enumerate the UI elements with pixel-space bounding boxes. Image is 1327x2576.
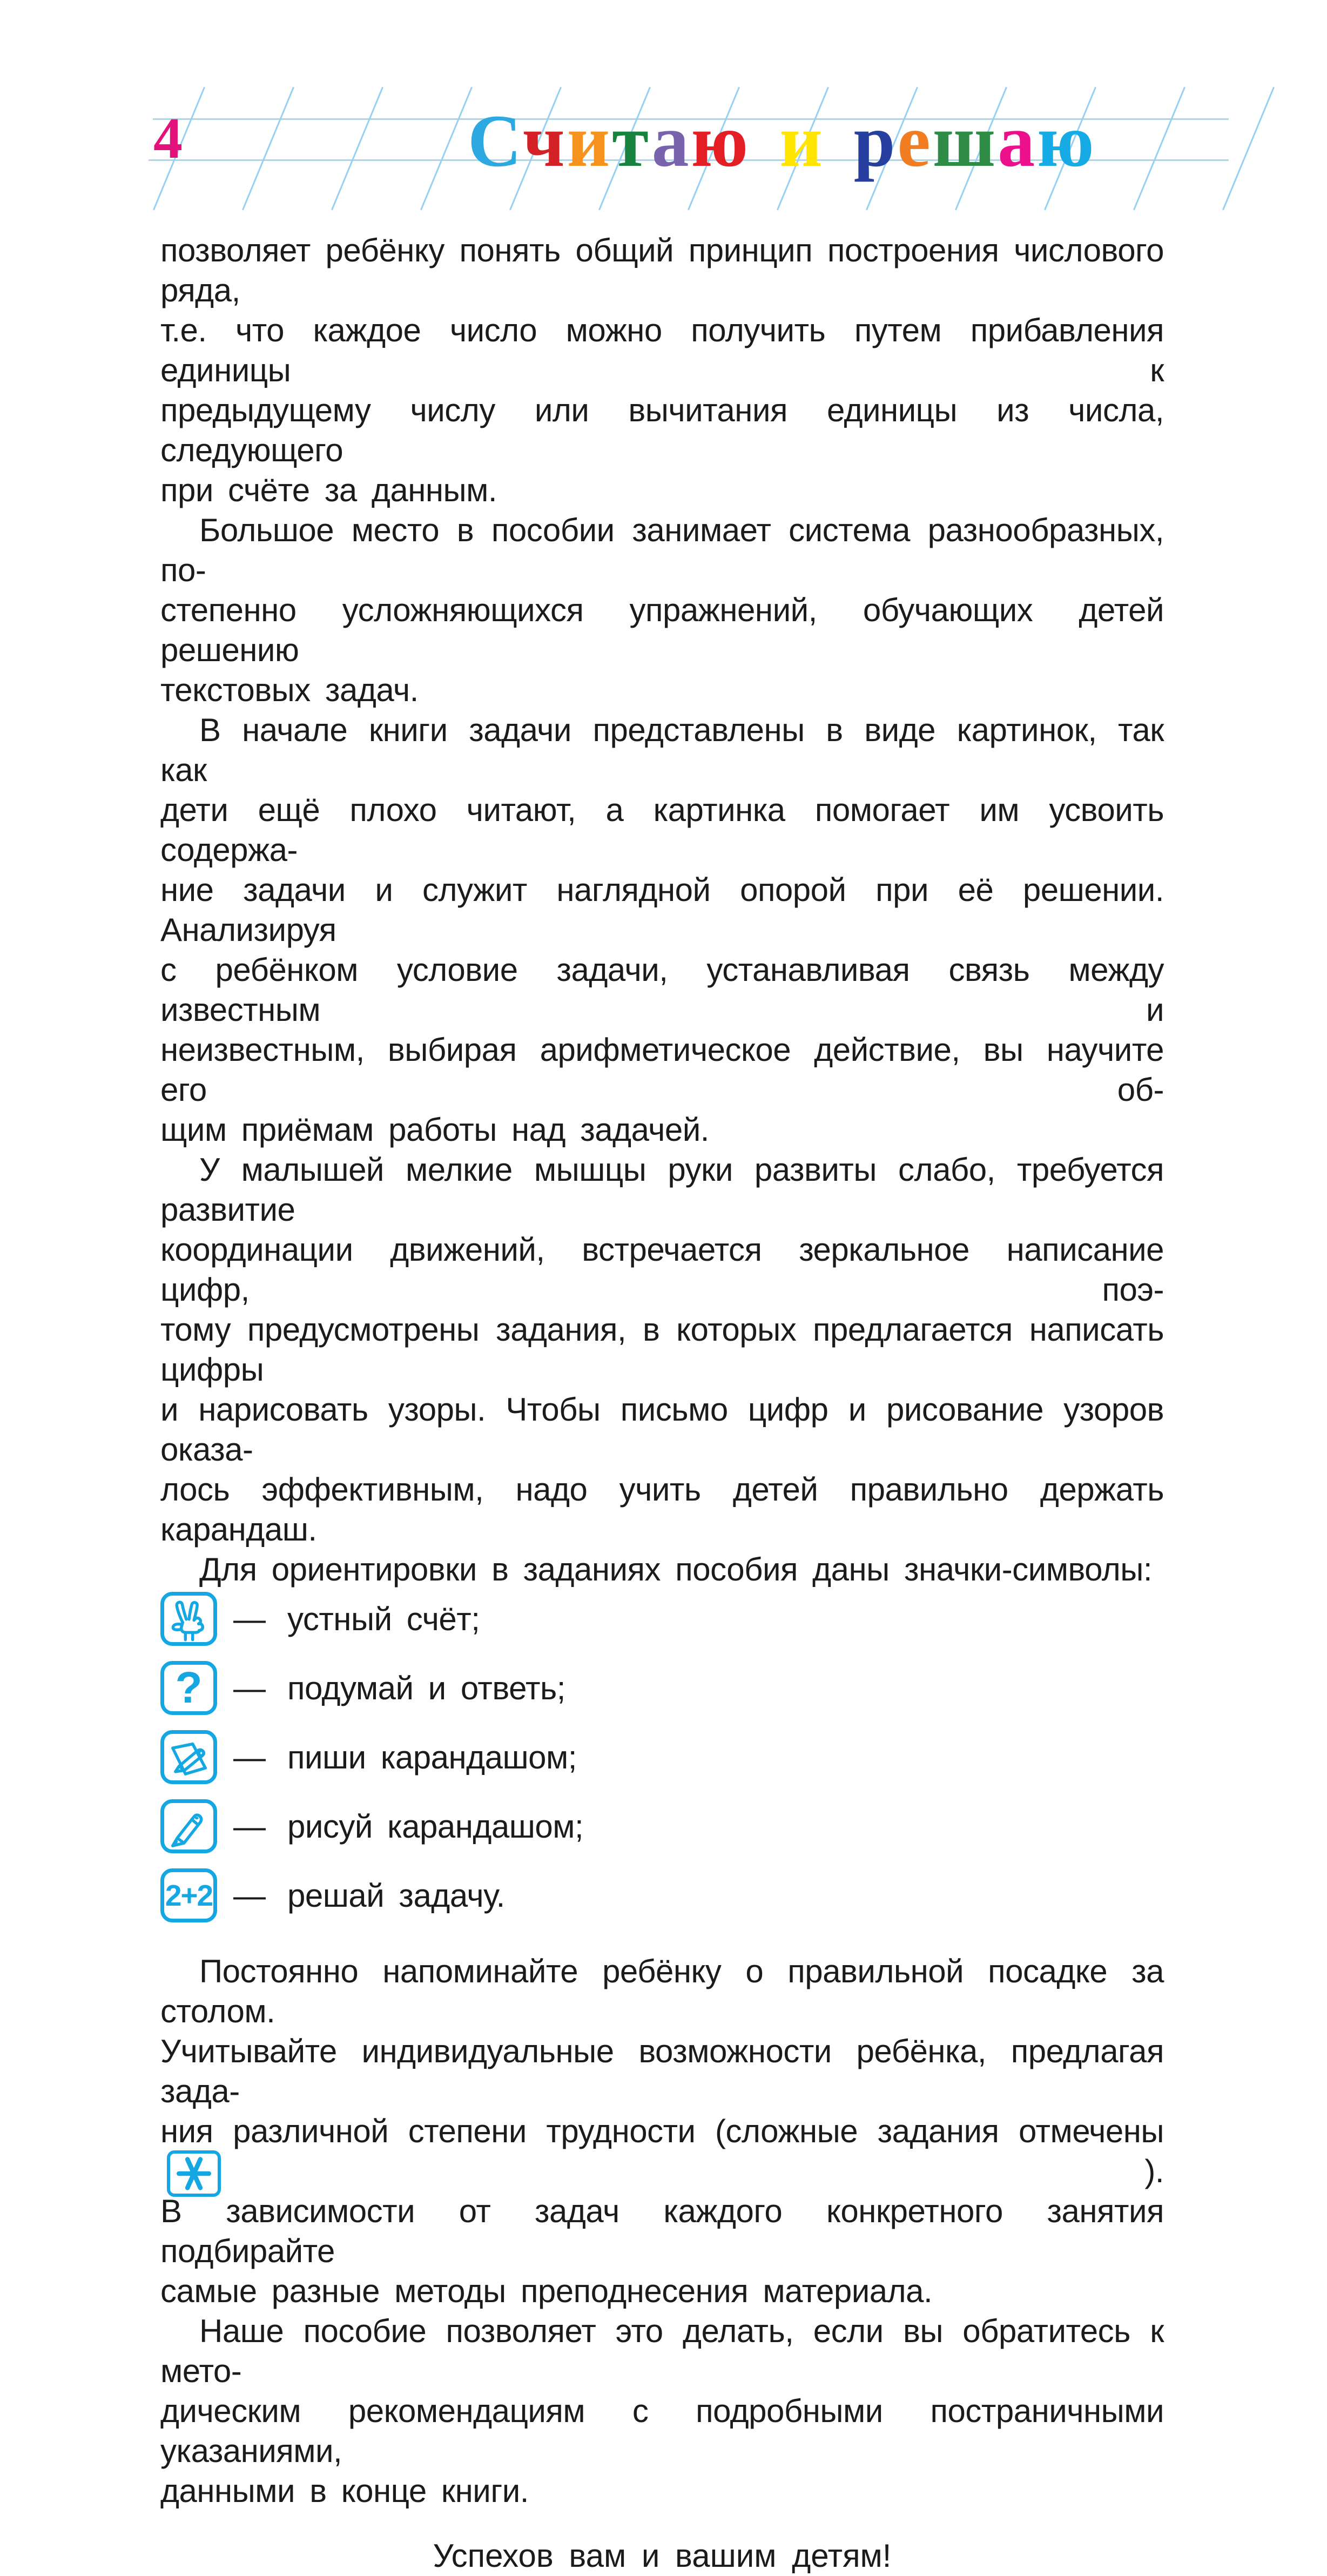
legend-dash: —	[233, 1808, 266, 1845]
text-line: ние задачи и служит наглядной опорой при её решении. Анализируя	[160, 872, 1164, 948]
text-line: У малышей мелкие мышцы руки развиты слабо, требуется развитие	[160, 1152, 1164, 1228]
title-letter: ю	[1037, 99, 1096, 182]
legend-item	[160, 1730, 1164, 1784]
text-line: тому предусмотрены задания, в которых предлагается написать цифры	[160, 1311, 1164, 1388]
page-title	[468, 99, 1096, 182]
paragraph	[160, 1952, 1164, 2311]
text-line: данными в конце книги.	[160, 2473, 529, 2509]
text-line: и нарисовать узоры. Чтобы письмо цифр и рисование узоров оказа-	[160, 1391, 1164, 1468]
legend-item-label: устный счёт;	[287, 1600, 480, 1637]
diagonal-guide-line	[1133, 87, 1185, 210]
legend-item	[160, 1799, 1164, 1853]
intro-paragraphs	[160, 231, 1164, 1590]
text-line: неизвестным, выбирая арифметическое действие, вы научите его об-	[160, 1032, 1164, 1108]
title-letter: р	[853, 99, 898, 182]
text-line: координации движений, встречается зеркальное написание цифр, поэ-	[160, 1232, 1164, 1308]
title-letter: а	[998, 99, 1038, 182]
legend-dash: —	[233, 1739, 266, 1775]
title-letter: а	[651, 99, 691, 182]
question-glyph: ?	[175, 1663, 203, 1712]
text-line: дети ещё плохо читают, а картинка помогает им усвоить содержа-	[160, 792, 1164, 868]
legend-dash: —	[233, 1600, 266, 1637]
page-number: 4	[153, 106, 183, 171]
text-line: текстовых задач.	[160, 672, 419, 708]
title-letter: и	[779, 99, 825, 182]
legend-item	[160, 1592, 1164, 1646]
closing-wish: Успехов вам и вашим детям!	[433, 2538, 892, 2574]
legend-item	[160, 1661, 1164, 1715]
text-line: Наше пособие позволяет это делать, если вы обратитесь к мето-	[160, 2313, 1164, 2389]
text-line: при счёте за данным.	[160, 472, 497, 508]
text-line: В начале книги задачи представлены в виде картинок, так как	[160, 712, 1164, 788]
paragraph	[160, 2311, 1164, 2511]
diagonal-guide-line	[242, 87, 294, 210]
write-pen-icon	[160, 1730, 217, 1784]
text-line: самые разные методы преподнесения материала.	[160, 2273, 933, 2309]
title-letter: е	[897, 99, 933, 182]
title-letter: т	[612, 99, 652, 182]
title-letter: ю	[691, 99, 751, 182]
legend-item-label: решай задачу.	[287, 1877, 505, 1914]
paragraph	[160, 1150, 1164, 1550]
legend-dash: —	[233, 1670, 266, 1706]
text-line: лось эффективным, надо учить детей правильно держать карандаш.	[160, 1471, 1164, 1548]
text-line: с ребёнком условие задачи, устанавливая связь между известным и	[160, 952, 1164, 1028]
diagonal-guide-line	[331, 87, 383, 210]
legend-item-label: рисуй карандашом;	[287, 1808, 584, 1845]
page-content	[160, 231, 1164, 2576]
title-letter: и	[567, 99, 612, 182]
title-letter: ш	[932, 99, 998, 182]
asterisk-icon	[167, 2150, 221, 2197]
legend-item-label: пиши карандашом;	[287, 1739, 577, 1775]
sum-icon	[160, 1868, 217, 1922]
paragraph	[160, 510, 1164, 710]
text-line: В зависимости от задач каждого конкретного занятия подбирайте	[160, 2193, 1164, 2269]
text-line: Учитывайте индивидуальные возможности ребёнка, предлагая зада-	[160, 2033, 1164, 2109]
text-line: Большое место в пособии занимает система разнообразных, по-	[160, 512, 1164, 588]
question-icon	[160, 1661, 217, 1715]
legend-dash: —	[233, 1877, 266, 1914]
hand-count-icon	[160, 1592, 217, 1646]
draw-pencil-icon	[160, 1799, 217, 1853]
text-line: предыдущему числу или вычитания единицы из числа, следующего	[160, 392, 1164, 468]
sum-glyph: 2+2	[165, 1878, 213, 1912]
text-line: Для ориентировки в заданиях пособия даны значки-символы:	[199, 1551, 1152, 1588]
legend-item-label: подумай и ответь;	[287, 1670, 565, 1706]
text-line: т.е. что каждое число можно получить путем прибавления единицы к	[160, 312, 1164, 388]
text-line: щим приёмам работы над задачей.	[160, 1112, 709, 1148]
closing-paragraphs	[160, 1952, 1164, 2511]
paragraph	[160, 1550, 1164, 1590]
text-line: Постоянно напоминайте ребёнку о правильной посадке за столом.	[160, 1953, 1164, 2029]
text-line: ния различной степени трудности (сложные задания отмечены ).	[160, 2111, 1164, 2191]
symbols-legend	[160, 1592, 1164, 1922]
paragraph	[160, 710, 1164, 1150]
title-letter: С	[468, 99, 523, 182]
text-line: позволяет ребёнку понять общий принцип построения числового ряда,	[160, 232, 1164, 308]
legend-item	[160, 1868, 1164, 1922]
paragraph	[160, 231, 1164, 510]
diagonal-guide-line	[420, 87, 473, 210]
diagonal-guide-line	[1222, 87, 1275, 210]
text-line: степенно усложняющихся упражнений, обучающих детей решению	[160, 592, 1164, 668]
text-line: дическим рекомендациям с подробными постраничными указаниями,	[160, 2393, 1164, 2469]
title-letter: ч	[522, 99, 567, 182]
